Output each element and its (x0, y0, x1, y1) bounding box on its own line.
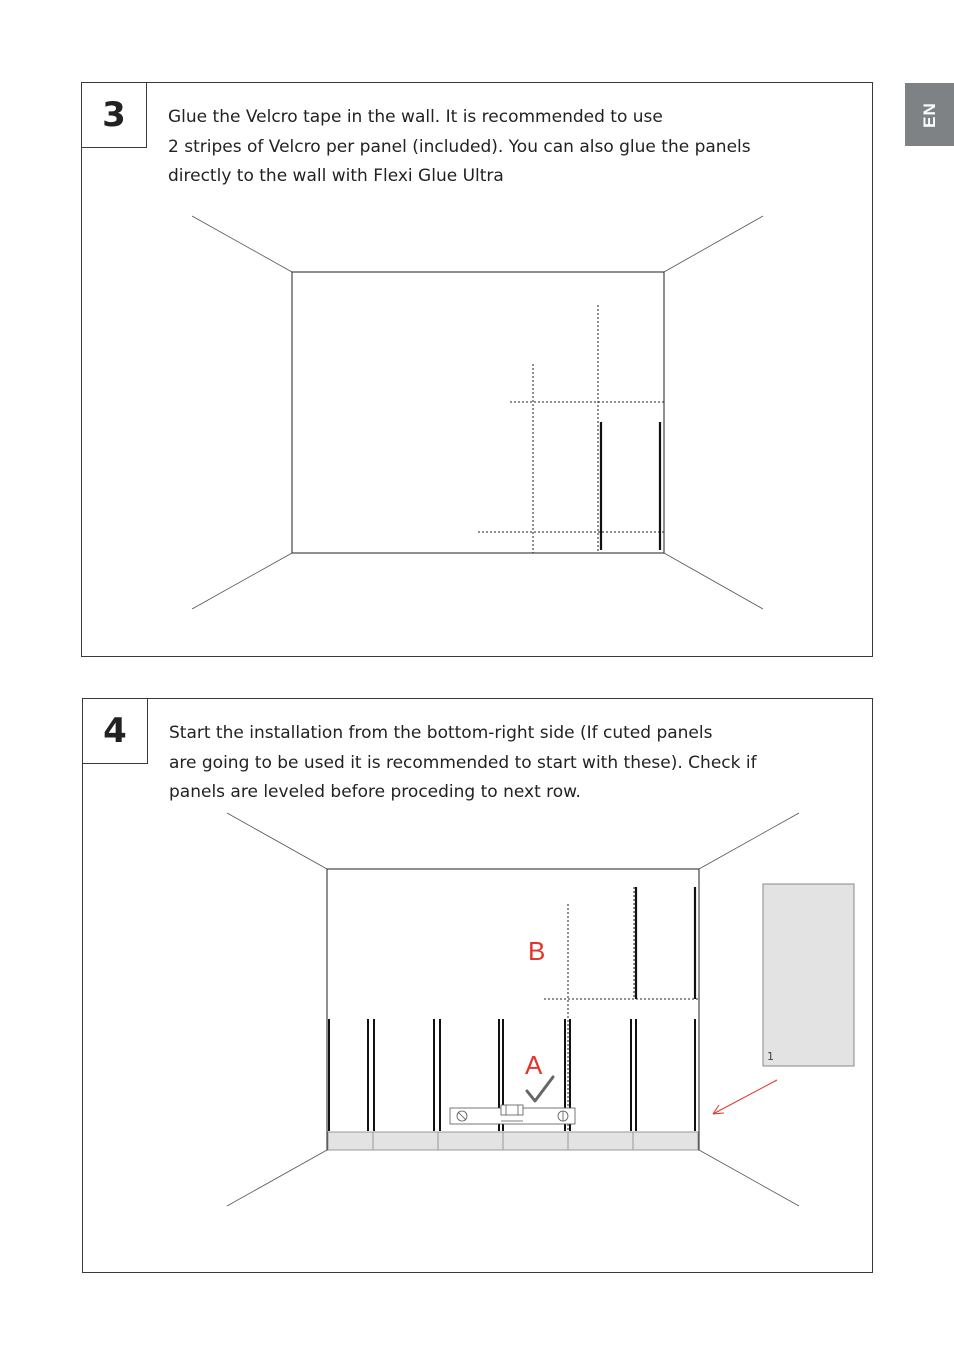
label-b: B (528, 936, 546, 966)
new-panel (763, 884, 854, 1066)
guide-lines (478, 305, 664, 553)
instruction-line: 2 stripes of Velcro per panel (included). You can also glue the panels (168, 136, 751, 157)
bottom-panel-row (328, 1132, 698, 1150)
room-perspective-lines (192, 216, 763, 609)
step-number: 3 (82, 83, 147, 148)
arrow-icon (713, 1080, 777, 1114)
panel-installation-illustration (83, 699, 872, 1272)
language-label: EN (919, 101, 939, 128)
spirit-level-icon (450, 1105, 575, 1124)
instruction-line: are going to be used it is recommended to start with these). Check if (169, 752, 757, 773)
language-tab (905, 83, 954, 146)
checkmark-icon (527, 1077, 553, 1101)
step-4-box (82, 698, 873, 1273)
panel-number: 1 (767, 1050, 774, 1063)
step-3-box (81, 82, 873, 657)
step-number: 4 (83, 699, 148, 764)
instruction-line: Start the installation from the bottom-right side (If cuted panels (169, 723, 713, 743)
velcro-stripes-upper (636, 887, 695, 999)
label-a: A (525, 1050, 543, 1080)
instruction-line: Glue the Velcro tape in the wall. It is recommended to use (168, 107, 663, 127)
wall-outline (292, 272, 664, 553)
instruction-line: panels are leveled before proceding to next row. (169, 782, 581, 802)
velcro-stripes (601, 422, 660, 550)
instruction-line: directly to the wall with Flexi Glue Ultra (168, 166, 504, 186)
wall-velcro-illustration (82, 83, 872, 656)
